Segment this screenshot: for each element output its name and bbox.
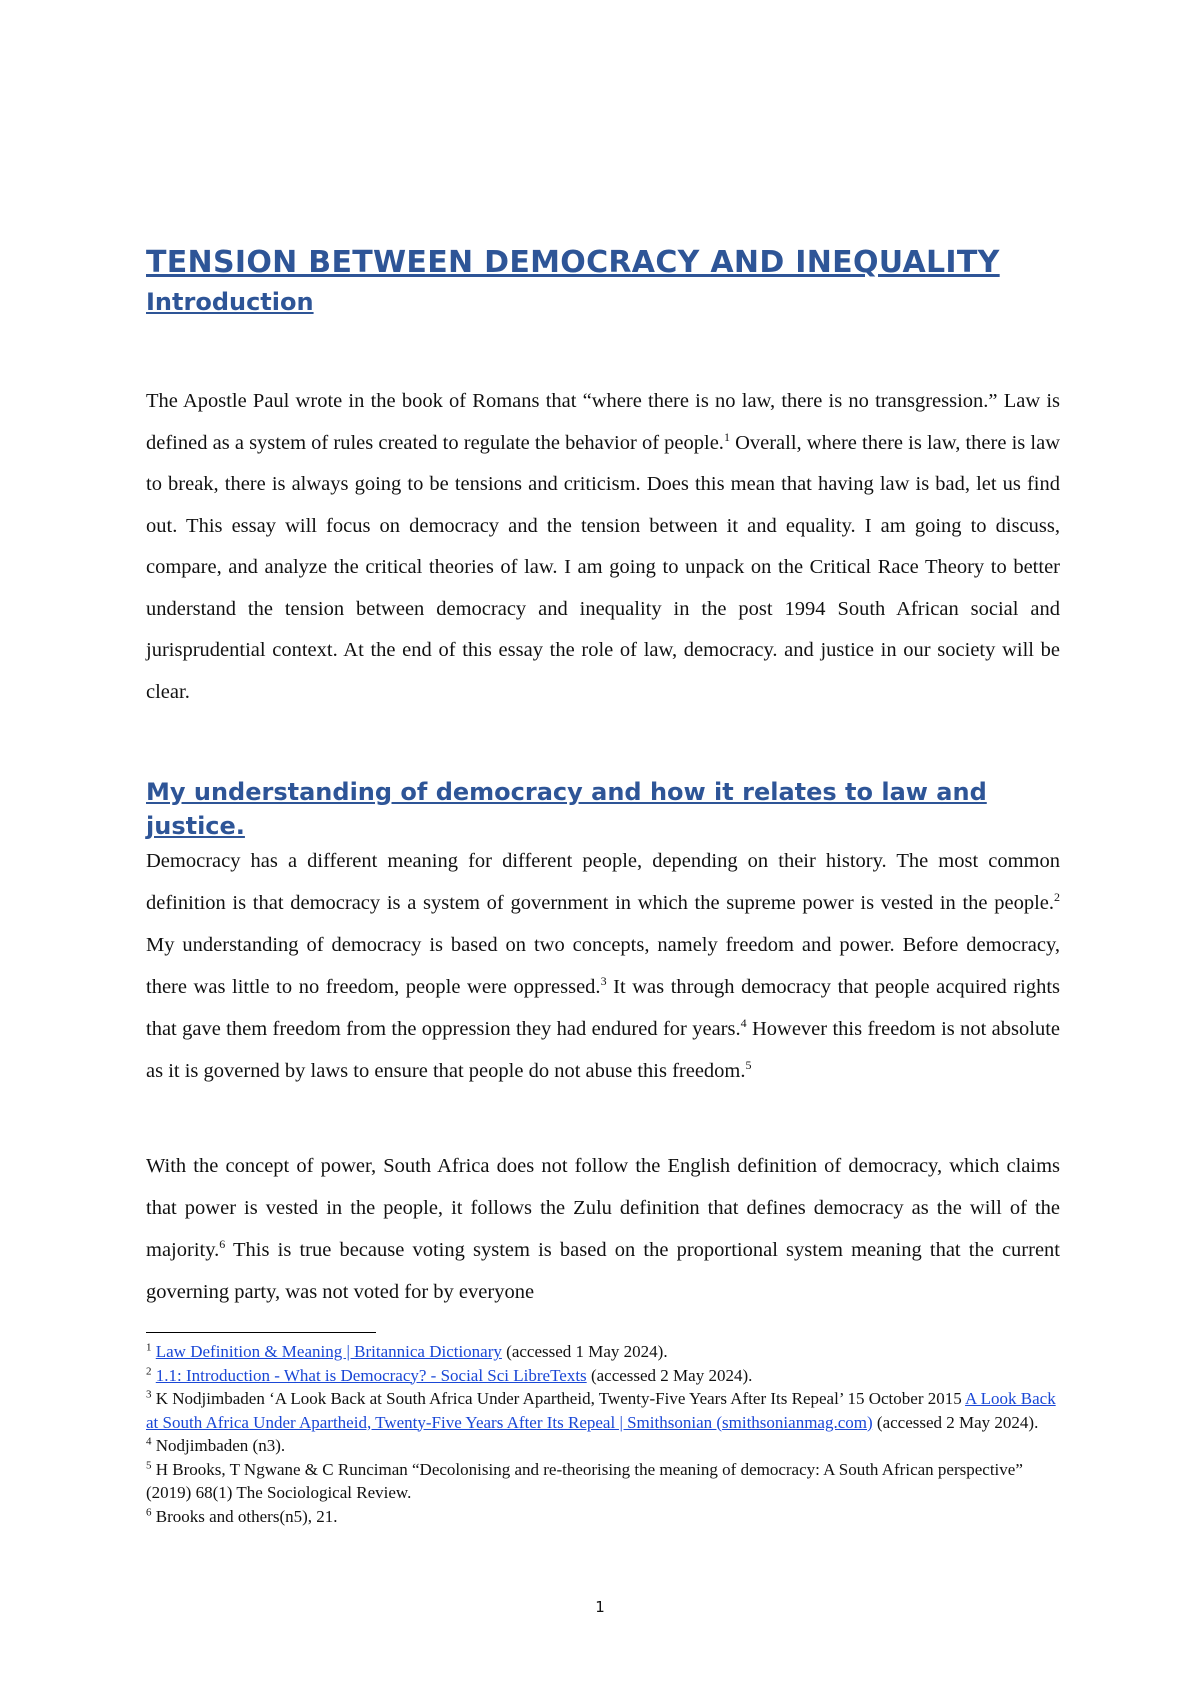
footnote-2 xyxy=(146,1364,1060,1388)
footnote-ref-4[interactable]: 4 xyxy=(740,1016,747,1031)
footnote-text: Brooks and others(n5), 21. xyxy=(151,1506,338,1526)
footnote-4 xyxy=(146,1434,1060,1458)
power-text-part1: With the concept of power, South Africa does not follow the English definition of democracy, which claims that power is vested in the people, it follows the Zulu definition that defines democracy as the will of the majority. xyxy=(146,1155,1060,1261)
intro-text-part2: Overall, where there is law, there is law to break, there is always going to be tensions and criticism. Does this mean that having law is bad, let us find out. This essay will focus on democracy and the tension between it and equality. I am going to discuss, compare, and analyze the critical theories of law. I am going to unpack on the Critical Race Theory to better understand the tension between democracy and inequality in the post 1994 South African social and jurisprudential context. At the end of this essay the role of law, democracy. and justice in our society will be clear. xyxy=(146,431,1061,703)
footnote-text: Nodjimbaden (n3). xyxy=(151,1436,286,1455)
footnote-ref-6[interactable]: 6 xyxy=(219,1237,226,1252)
footnote-5 xyxy=(146,1458,1060,1505)
footnote-text-after: (accessed 2 May 2024). xyxy=(872,1412,1039,1432)
footnote-1 xyxy=(146,1340,1060,1364)
footnote-text: (accessed 1 May 2024). xyxy=(501,1342,668,1361)
footnote-number: 2 xyxy=(146,1364,152,1377)
footnote-6 xyxy=(146,1505,1060,1529)
footnote-text: H Brooks, T Ngwane & C Runciman “Decolonising and re-theorising the meaning of democracy: A South African perspective” (2019) 68(1) The Sociological Review. xyxy=(146,1459,1023,1502)
footnote-number: 5 xyxy=(146,1458,152,1471)
footnote-link[interactable]: Law Definition & Meaning | Britannica Dictionary xyxy=(155,1342,502,1361)
power-paragraph xyxy=(146,1145,1060,1313)
footnote-3 xyxy=(146,1387,1060,1434)
footnote-link[interactable]: 1.1: Introduction - What is Democracy? - Social Sci LibreTexts xyxy=(155,1365,587,1385)
power-text-part2: This is true because voting system is based on the proportional system meaning that the current governing party, was not voted for by everyone xyxy=(146,1239,1060,1303)
footnotes-section xyxy=(146,1340,1060,1528)
democracy-paragraph xyxy=(146,840,1060,1092)
footnote-number: 1 xyxy=(146,1341,152,1354)
footnote-number: 6 xyxy=(146,1505,152,1518)
democracy-text-part4: However this freedom is not absolute as it is governed by laws to ensure that people do not abuse this freedom. xyxy=(146,1018,1060,1082)
footnote-ref-2[interactable]: 2 xyxy=(1054,890,1060,905)
footnote-ref-5[interactable]: 5 xyxy=(745,1058,752,1073)
footnote-link[interactable]: A Look Back at South Africa Under Apartheid, Twenty-Five Years After Its Repeal | Smithsonian (smithsonianmag.com) xyxy=(146,1389,1056,1432)
footnote-separator xyxy=(146,1332,376,1333)
page-number: 1 xyxy=(595,1598,605,1616)
democracy-text-part2: My understanding of democracy is based on two concepts, namely freedom and power. Before democracy, there was little to no freedom, people were oppressed. xyxy=(146,934,1060,998)
footnote-ref-1[interactable]: 1 xyxy=(723,429,730,444)
footnote-text: (accessed 2 May 2024). xyxy=(586,1365,753,1385)
democracy-text-part1: Democracy has a different meaning for different people, depending on their history. The most common definition is that democracy is a system of government in which the supreme power is vested in the people. xyxy=(146,850,1060,914)
intro-text-part1: The Apostle Paul wrote in the book of Romans that “where there is no law, there is no transgression.” Law is defined as a system of rules created to regulate the behavior of people. xyxy=(146,390,1060,454)
introduction-heading: Introduction xyxy=(146,288,314,316)
footnote-number: 4 xyxy=(146,1435,152,1448)
democracy-text-part3: It was through democracy that people acquired rights that gave them freedom from the oppression they had endured for years. xyxy=(146,976,1060,1040)
document-title: TENSION BETWEEN DEMOCRACY AND INEQUALITY xyxy=(146,245,1000,280)
introduction-paragraph xyxy=(146,381,1060,713)
footnote-text: K Nodjimbaden ‘A Look Back at South Africa Under Apartheid, Twenty-Five Years After Its Repeal’ 15 October 2015 xyxy=(151,1389,966,1408)
section-heading: My understanding of democracy and how it relates to law and justice. xyxy=(146,778,987,840)
footnote-ref-3[interactable]: 3 xyxy=(600,974,607,989)
footnote-number: 3 xyxy=(146,1388,152,1401)
